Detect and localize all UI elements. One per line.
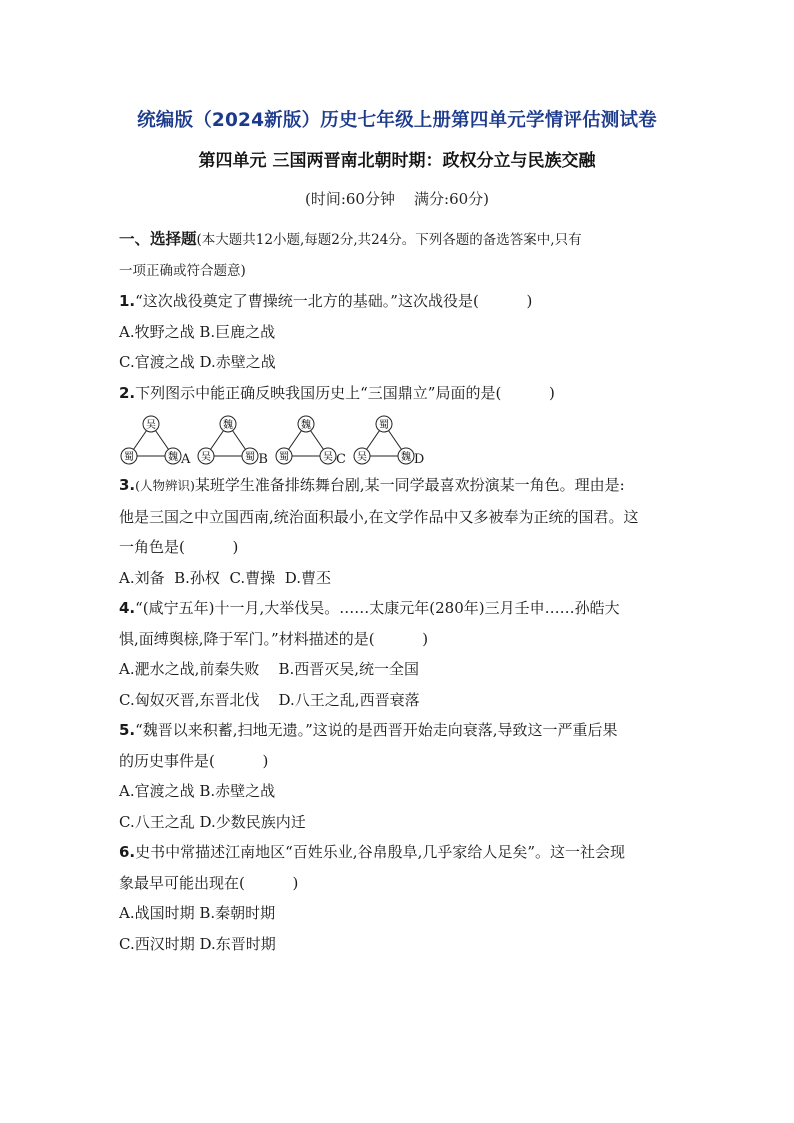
node-right: 吴	[322, 452, 333, 463]
triangle-diagram	[352, 414, 416, 466]
question-text: 史书中常描述江南地区“百姓乐业,谷帛殷阜,几乎家给人足矣”。这一社会现	[135, 843, 626, 861]
question-text: 下列图示中能正确反映我国历史上“三国鼎立”局面的是( )	[135, 383, 555, 402]
question-text: 某班学生准备排练舞台剧,某一同学最喜欢扮演某一角色。理由是:	[194, 476, 625, 494]
node-right: 魏	[168, 452, 178, 463]
three-kingdoms-diagrams	[119, 410, 689, 466]
diagram-option-c	[274, 414, 352, 466]
diagram-letter: C	[335, 452, 346, 467]
question-3-options: A.刘备 B.孙权 C.曹操 D.曹丕	[119, 568, 331, 587]
question-number: 6.	[119, 843, 136, 861]
question-4	[119, 593, 689, 624]
question-number: 4.	[119, 599, 136, 617]
question-2	[119, 378, 689, 409]
node-left: 吴	[201, 452, 212, 463]
question-3-cont2: 一角色是( )	[119, 538, 239, 556]
question-text: “这次战役奠定了曹操统一北方的基础。”这次战役是( )	[135, 292, 533, 310]
question-1-options-cd: C.官渡之战 D.赤壁之战	[119, 353, 276, 371]
node-top: 魏	[223, 420, 234, 431]
question-6-options-cd: C.西汉时期 D.东晋时期	[119, 934, 276, 953]
node-left: 蜀	[278, 452, 289, 463]
exam-content	[119, 224, 689, 959]
diagram-letter: D	[413, 452, 425, 467]
question-6-cont: 象最早可能出现在( )	[119, 873, 299, 892]
triangle-diagram	[119, 414, 183, 466]
question-1-options-ab: A.牧野之战 B.巨鹿之战	[119, 322, 276, 341]
question-4-cont: 惧,面缚舆榇,降于军门。”材料描述的是( )	[119, 629, 429, 648]
triangle-diagram	[196, 414, 260, 466]
node-left: 吴	[356, 452, 367, 463]
diagram-letter: A	[181, 452, 191, 467]
question-text: “魏晋以来积蓄,扫地无遗。”这说的是西晋开始走向衰落,导致这一严重后果	[135, 721, 618, 739]
question-5-options-ab: A.官渡之战 B.赤壁之战	[119, 782, 276, 800]
triangle-diagram	[274, 414, 338, 466]
node-top: 蜀	[378, 420, 389, 431]
question-3-cont: 他是三国之中立国西南,统治面积最小,在文学作品中又多被奉为正统的国君。这	[119, 507, 639, 526]
node-right: 蜀	[245, 452, 256, 463]
section-header	[119, 224, 689, 256]
question-4-options-ab: A.淝水之战,前秦失败 B.西晋灭吴,统一全国	[119, 660, 420, 678]
diagram-letter: B	[258, 452, 268, 467]
diagram-option-b	[196, 414, 274, 466]
node-right: 魏	[400, 452, 411, 463]
question-1	[119, 286, 689, 317]
unit-subtitle: 第四单元 三国两晋南北朝时期：政权分立与民族交融	[198, 151, 596, 171]
section-instructions: (本大题共12小题,每题2分,共24分。下列各题的备选答案中,只有	[196, 232, 582, 248]
exam-title: 统编版（2024新版）历史七年级上册第四单元学情评估测试卷	[137, 110, 657, 131]
question-number: 5.	[119, 721, 136, 739]
question-text: “(咸宁五年)十一月,大举伐吴。……太康元年(280年)三月壬申……孙皓大	[135, 599, 620, 617]
question-5-options-cd: C.八王之乱 D.少数民族内迁	[119, 812, 306, 831]
question-number: 3.	[119, 476, 136, 494]
question-6-options-ab: A.战国时期 B.秦朝时期	[119, 904, 276, 922]
question-3	[119, 470, 689, 502]
question-tag: (人物辨识)	[135, 478, 195, 493]
section-instructions-cont: 一项正确或符合题意)	[119, 262, 246, 279]
section-title: 一、选择题	[119, 230, 197, 248]
question-5-cont: 的历史事件是( )	[119, 751, 269, 770]
question-6	[119, 837, 689, 868]
question-number: 1.	[119, 292, 136, 310]
diagram-option-a	[119, 414, 196, 466]
question-number: 2.	[119, 383, 136, 402]
node-top: 魏	[300, 420, 311, 431]
node-top: 吴	[146, 420, 156, 431]
time-score-info: (时间:60分钟 满分:60分)	[304, 190, 490, 208]
question-4-options-cd: C.匈奴灭晋,东晋北伐 D.八王之乱,西晋衰落	[119, 690, 420, 709]
diagram-option-d	[352, 414, 430, 466]
question-5	[119, 715, 689, 746]
node-left: 蜀	[124, 452, 134, 463]
